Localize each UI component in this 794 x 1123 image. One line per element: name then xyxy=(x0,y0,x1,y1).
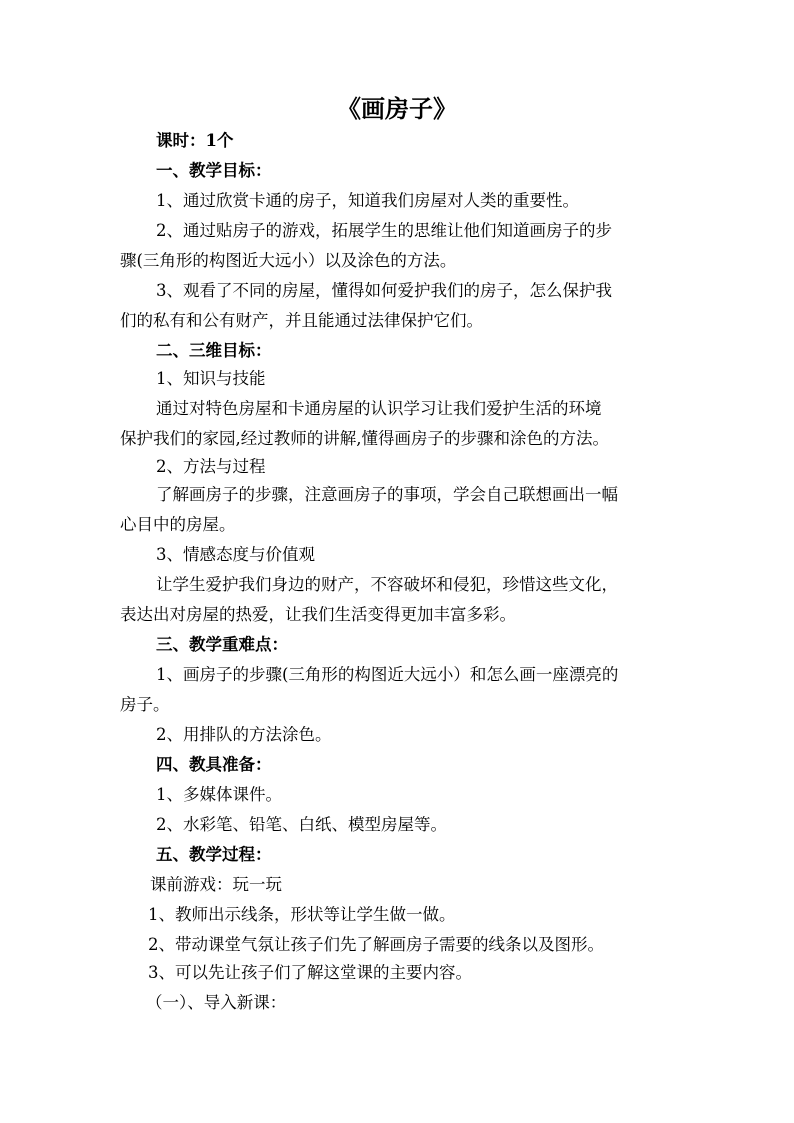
page-title: 《画房子》 xyxy=(337,94,457,123)
paragraph-line: 课前游戏：玩一玩 xyxy=(150,875,282,894)
section-heading-key-points: 三、教学重难点： xyxy=(156,635,288,654)
paragraph-line: 1、画房子的步骤(三角形的构图近大远小）和怎么画一座漂亮的 xyxy=(156,665,619,684)
section-heading-materials: 四、教具准备： xyxy=(156,755,272,774)
paragraph-line: 2、带动课堂气氛让孩子们先了解画房子需要的线条以及图形。 xyxy=(148,935,604,954)
paragraph-line: 们的私有和公有财产，并且能通过法律保护它们。 xyxy=(120,311,483,330)
section-heading-process: 五、教学过程： xyxy=(156,845,272,864)
paragraph-line: 房子。 xyxy=(120,695,170,714)
paragraph-line: 了解画房子的步骤，注意画房子的事项，学会自己联想画出一幅 xyxy=(156,485,618,504)
paragraph-line: 3、可以先让孩子们了解这堂课的主要内容。 xyxy=(148,963,472,982)
paragraph-line: 3、观看了不同的房屋，懂得如何爱护我们的房子，怎么保护我 xyxy=(156,281,612,300)
subheading: 3、情感态度与价值观 xyxy=(156,545,315,564)
paragraph-line: 2、用排队的方法涂色。 xyxy=(156,725,332,744)
paragraph-line: 心目中的房屋。 xyxy=(120,515,236,534)
paragraph-line: 1、通过欣赏卡通的房子，知道我们房屋对人类的重要性。 xyxy=(156,191,579,210)
subheading: 2、方法与过程 xyxy=(156,457,266,476)
paragraph-line: 2、通过贴房子的游戏，拓展学生的思维让他们知道画房子的步 xyxy=(156,221,612,240)
paragraph-line: 1、教师出示线条，形状等让学生做一做。 xyxy=(148,905,456,924)
paragraph-line: 保护我们的家园,经过教师的讲解,懂得画房子的步骤和涂色的方法。 xyxy=(120,429,609,448)
paragraph-line: 1、多媒体课件。 xyxy=(156,785,282,804)
section-heading-objectives: 一、教学目标： xyxy=(156,161,272,180)
paragraph-line: 表达出对房屋的热爱，让我们生活变得更加丰富多彩。 xyxy=(120,605,516,624)
subheading: 1、知识与技能 xyxy=(156,369,266,388)
paragraph-line: 骤(三角形的构图近大远小）以及涂色的方法。 xyxy=(120,251,457,270)
paragraph-line: （一）、导入新课： xyxy=(146,993,287,1012)
lesson-hours: 课时：1个 xyxy=(156,131,234,150)
paragraph-line: 2、水彩笔、铅笔、白纸、模型房屋等。 xyxy=(156,815,447,834)
paragraph-line: 让学生爱护我们身边的财产，不容破坏和侵犯，珍惜这些文化， xyxy=(156,575,618,594)
paragraph-line: 通过对特色房屋和卡通房屋的认识学习让我们爱护生活的环境 xyxy=(156,399,602,418)
section-heading-3d-goals: 二、三维目标： xyxy=(156,341,272,360)
